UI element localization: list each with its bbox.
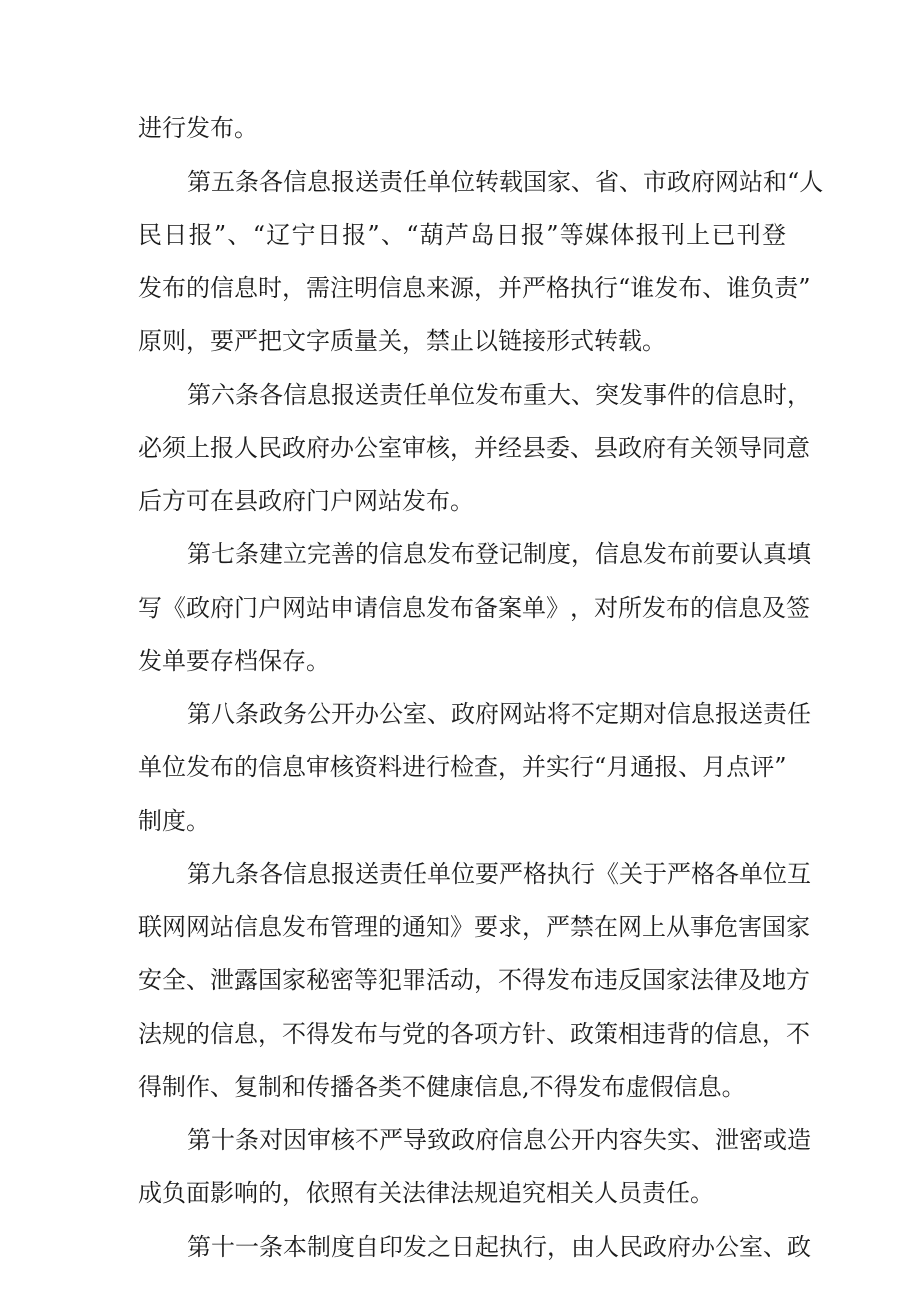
text-line-6: 第 六 条 各 信 息 报 送 责 任 单 位 发 布 重 大 、 突 发 事 件 的 信 息 时 ， — [187, 381, 811, 409]
text-line-2: 第 五 条 各 信 息 报 送 责 任 单 位 转 载 国 家 、 省 、 市 政 府 网 站 和 “ 人 — [187, 168, 824, 196]
text-line-13: 单 位 发 布 的 信 息 审 核 资 料 进 行 检 查 ， 并 实 行 “ 月 通 报 、 月 点 评 ” — [138, 753, 787, 781]
text-line-17: 安 全 、 泄 露 国 家 秘 密 等 犯 罪 活 动 ， 不 得 发 布 违 反 国 家 法 律 及 地 方 — [138, 966, 810, 994]
text-line-11: 发单要存档保存。 — [138, 647, 330, 675]
text-line-14: 制度。 — [138, 807, 210, 835]
text-line-3: 民 日 报 ” 、 “ 辽 宁 日 报 ” 、 “ 葫 芦 岛 日 报 ” 等 媒 体 报 刊 上 已 刊 登 — [138, 221, 786, 249]
text-line-20: 第 十 条 对 因 审 核 不 严 导 致 政 府 信 息 公 开 内 容 失 实 、 泄 密 或 造 — [187, 1126, 811, 1154]
text-line-22: 第 十 一 条 本 制 度 自 印 发 之 日 起 执 行 ， 由 人 民 政 府 办 公 室 、 政 — [187, 1233, 811, 1261]
text-line-18: 法 规 的 信 息 ， 不 得 发 布 与 党 的 各 项 方 针 、 政 策 相 违 背 的 信 息 ， 不 — [138, 1020, 810, 1048]
text-line-10: 写 《 政 府 门 户 网 站 申 请 信 息 发 布 备 案 单 》 ， 对 所 发 布 的 信 息 及 签 — [138, 594, 810, 622]
text-line-7: 必 须 上 报 人 民 政 府 办 公 室 审 核 ， 并 经 县 委 、 县 政 府 有 关 领 导 同 意 — [138, 434, 810, 462]
text-line-19: 得制作、复制和传播各类不健康信息,不得发布虚假信息。 — [138, 1073, 746, 1101]
text-line-5: 原则，要严把文字质量关，禁止以链接形式转载。 — [138, 327, 666, 355]
text-line-8: 后方可在县政府门户网站发布。 — [138, 487, 474, 515]
text-line-15: 第 九 条 各 信 息 报 送 责 任 单 位 要 严 格 执 行 《 关 于 严 格 各 单 位 互 — [187, 860, 811, 888]
text-line-16: 联 网 网 站 信 息 发 布 管 理 的 通 知 》 要 求 ， 严 禁 在 网 上 从 事 危 害 国 家 — [138, 913, 810, 941]
text-line-12: 第 八 条 政 务 公 开 办 公 室 、 政 府 网 站 将 不 定 期 对 信 息 报 送 责 任 — [187, 700, 811, 728]
text-line-4: 发 布 的 信 息 时 ， 需 注 明 信 息 来 源 ， 并 严 格 执 行 “ 谁 发 布 、 谁 负 责 ” — [138, 274, 811, 302]
text-line-9: 第 七 条 建 立 完 善 的 信 息 发 布 登 记 制 度 ， 信 息 发 布 前 要 认 真 填 — [187, 540, 811, 568]
text-line-1: 进行发布。 — [138, 114, 258, 142]
text-line-21: 成负面影响的，依照有关法律法规追究相关人员责任。 — [138, 1179, 714, 1207]
